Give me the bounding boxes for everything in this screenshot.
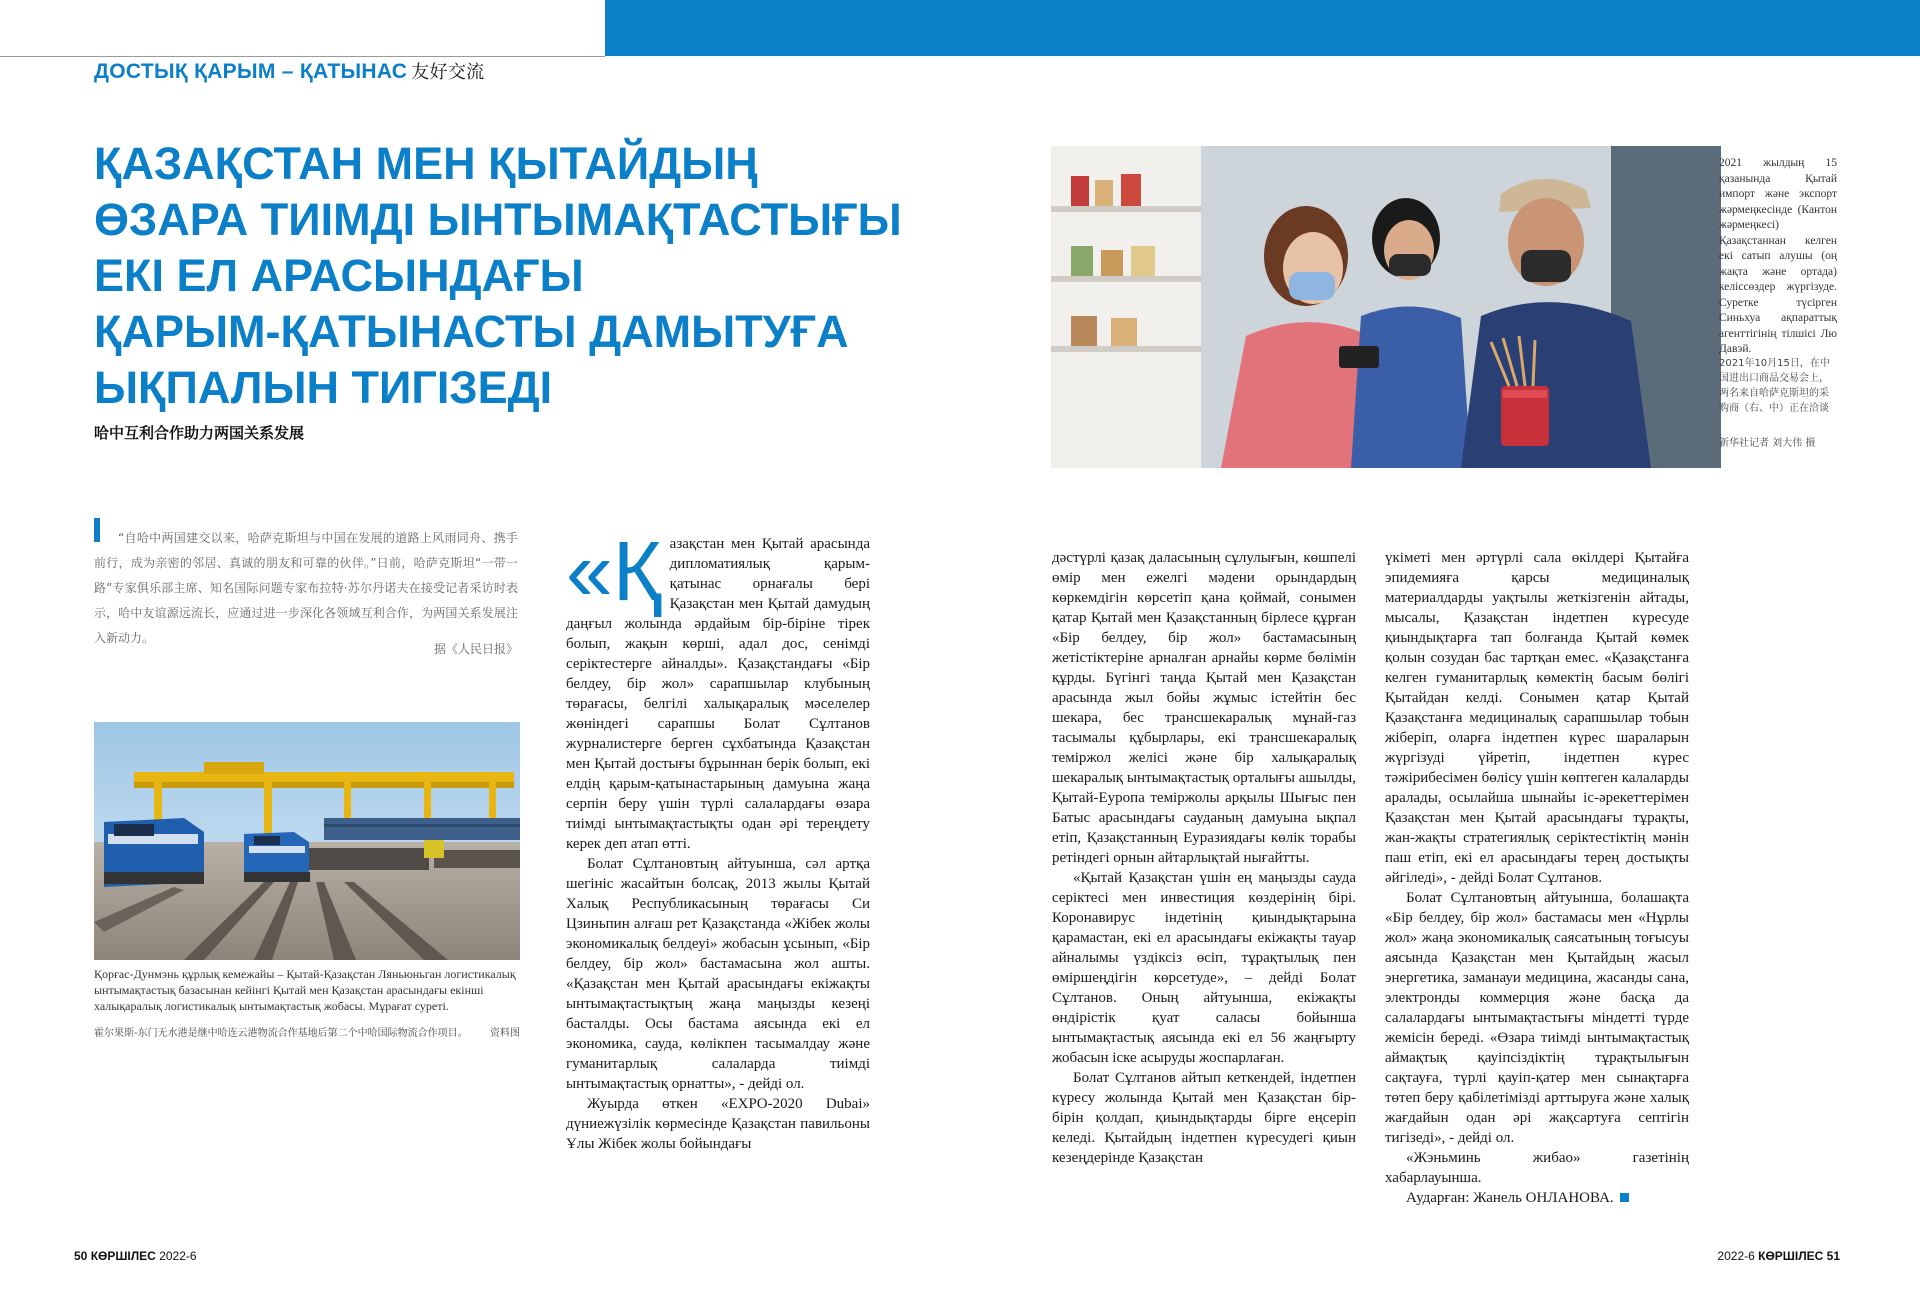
translator-credit: Аударған: Жанель ОНЛАНОВА. (1406, 1190, 1614, 1206)
body-paragraph: Болат Сұлтанов айтып кеткендей, індетпен күресу жолында Қытай мен Қазақстан бір-бірін қолдап, қиындықтарды бірге еңсеріп келеді. Қытайдың індетпен күресудегі қиын кезеңдерінде Қазақстан (1052, 1070, 1356, 1166)
railway-photo (94, 722, 520, 960)
issue-right: 2022-6 (1717, 1249, 1755, 1263)
header-color-bar (605, 0, 1920, 56)
headline-line: ЕКІ ЕЛ АРАСЫНДАҒЫ (94, 250, 584, 301)
trade-fair-caption: 2021 жылдың 15 қазанында Қытай импорт және экспорт жәрмеңкесінде (Кантон жәрмеңкесі) Қазақстаннан келген екі сатып алушы (оң жақта және ортада) келіссөздер жүргізуде. Суретке түсірген Синьхуа ақпараттық агенттігінің тілшісі Лю Давэй. (1719, 157, 1837, 355)
folio-right (1717, 1249, 1840, 1263)
body-paragraph: Болат Сұлтановтың айтуынша, болашақта «Бір белдеу, бір жол» бастамасы мен «Нұрлы жол» жаңа экономикалық саясатының тоғысуы аясында Қазақстан мен Қытайдың жасыл энергетика, заманауи медицина, жасанды сана, электронды коммерция және басқа да салалардағы ынтымақтастығы міндетті түрде жемісін береді. «Өзара тиімді ынтымақтастық аймақтық қауіпсіздіктің тұрақтылығын сақтауға, түрлі қауіп-қатер мен сынақтарға төтеп беру қабілетімізді арттыруға және халық жағдайын одан әрі жақсартуға септігін тигізеді», - дейді ол. (1385, 890, 1689, 1146)
railway-photo-caption-cn (94, 1026, 520, 1041)
trade-fair-caption-cn: 2021年10月15日，在中国进出口商品交易会上，两名来自哈萨克斯坦的采购商（右、中）正在洽谈 (1719, 358, 1830, 414)
trade-fair-photo-credit: 新华社记者 刘大伟 摄 (1719, 438, 1816, 449)
trade-fair-photo-illustration (1051, 146, 1721, 468)
railway-caption-cn-text: 霍尔果斯-东门无水港是继中哈连云港物流合作基地后第二个中哈国际物流合作项目。 (94, 1028, 468, 1039)
header-rule (0, 56, 605, 57)
body-column-1 (566, 524, 870, 1214)
body-paragraph: Болат Сұлтановтың айтуынша, сәл артқа шегініс жасайтын болсақ, 2013 жылы Қытай Халық Республикасының төрағасы Си Цзиньпин алғаш рет Қазақстанда «Жібек жолы экономикалық белдеуі» жобасын ұсынып, «Бір белдеу, бір жол» бастамасына жол ашты. «Қазақстан мен Қытай арасындағы екіжақты ынтымақтастықтың жаңа маңызды кезеңі басталды. Осы бастама аясында екі ел экономика, сауда, көлікпен тасымалдау және гуманитарлық салаларда тиімді ынтымақтастық орнатты», - дейді ол. (566, 856, 870, 1092)
magazine-title-left: КӨРШІЛЕС (90, 1249, 156, 1263)
headline (94, 136, 902, 416)
subtitle-cn: 哈中互利合作助力两国关系发展 (94, 424, 305, 442)
body-paragraph: дәстүрлі қазақ даласының сұлулығын, көшпелі өмір мен ежелгі мәдени орындардың көркемдігін көрсетіп қана қоймай, сонымен қатар Қытай мен Қазақстанның бірлесе құрған «Бір белдеу, бір жол» бастамасының жетістіктеріне арналған арнайы көрме бөлімін құрды. Бүгінгі таңда Қытай мен Қазақстан арасында жыл бойы жұмыс істейтін бес шекара, бес трансшекаралық мұнай-газ тасымалы құбырлары, екі трансшекаралық теміржол желісі және бір халықаралық шекаралық ынтымақтастық орталығы ашылды, Қытай-Еуропа теміржолы арқылы Шығыс пен Батыс арасындағы сауданың дамуына ықпал етіп, Қазақстанның Еуразиядағы көлік торабы ретіндегі орнын айтарлықтай нығайтты. (1052, 550, 1356, 866)
page-number-left: 50 (74, 1249, 88, 1263)
folio-left (74, 1249, 197, 1263)
body-column-3 (1385, 548, 1689, 1218)
body-paragraph: азақстан мен Қытай арасында дипломатиялық қарым-қатынас орнағалы бері Қазақстан мен Қытай дамудың даңғыл жолында әрдайым бір-біріне тірек болып, жақын көрші, адал дос, сенімді серіктестерге айналды». Қазақстандағы «Бір белдеу, бір жол» сарапшылар клубының төрағасы, белгілі халықаралық мәселелер жөніндегі сарапшы Болат Сұлтанов журналистерге берген сұхбатында Қазақстан мен Қытай достығы бұрыннан берік болып, екі елдің қарым-қатынастарының дамуына жаңа серпін беру үшін түрлі салалардағы өзара тиімді ынтымақтастықты одан әрі тереңдету керек деп атап өтті. (566, 536, 870, 852)
body-paragraph: «Жэньминь жибао» газетінің хабарлауынша. (1385, 1150, 1689, 1186)
page-number-right: 51 (1826, 1249, 1840, 1263)
headline-line: ӨЗАРА ТИІМДІ ЫНТЫМАҚТАСТЫҒЫ (94, 194, 902, 245)
trade-fair-photo (1051, 146, 1721, 468)
translator-line (1385, 1188, 1689, 1208)
railway-photo-illustration (94, 722, 520, 960)
body-paragraph: үкіметі мен әртүрлі сала өкілдері Қытайға эпидемияға қарсы медициналық материалдарды уақтылы жеткізгенін айтады, мысалы, Қазақстан індетпен күресуде қиындықтарға тап болғанда Қытай көмек қолын созудан бас тартқан емес. «Қазақстанға келген гуманитарлық көмектің басым бөлігі Қытайдан келді. Сонымен қатар Қытай Қазақстанға медициналық сарапшылар тобын жіберіп, оларға індетпен күрес шараларын жүргізуді үйретіп, індетпен күрес тәжірибесімен бөлісу үшін көптеген калаларды аралады, осылайша шынайы іс-әрекеттерімен Қазақстан мен Қытай арасындағы тұрақты, жан-жақты стратегиялық серіктестіктің мәнін паш етіп, екі ел арасындағы терең достықты әйгіледі», - дейді Болат Сұлтанов. (1385, 550, 1689, 886)
section-label-kz: ДОСТЫҚ ҚАРЫМ – ҚАТЫНАС (94, 60, 408, 83)
end-mark-icon (1620, 1193, 1629, 1202)
section-label-cn: 友好交流 (411, 62, 485, 82)
body-paragraph: Жуырда өткен «EXPO-2020 Dubai» дүниежүзілік көрмесінде Қазақстан павильоны Ұлы Жібек жолы бойындағы (566, 1096, 870, 1152)
issue-left: 2022-6 (159, 1249, 197, 1263)
body-paragraph: «Қытай Қазақстан үшін ең маңызды сауда серіктесі мен инвестиция көздерінің бірі. Коронавирус індетінің қиындықтарына қарамастан, екі ел арасындағы екіжақты тауар айналымы үздіксіз өсіп, тұрақтылық пен өміршеңдігін көрсетуде», – дейді Болат Сұлтанов. Оның айтуынша, екіжақты өндірістік қуат саласы бойынша ынтымақтастық аясында екі ел 56 жаңғырту жобасын іске асыруды жоспарлаған. (1052, 870, 1356, 1066)
intro-source: 据《人民日报》 (433, 642, 518, 656)
headline-line: ҚАРЫМ-ҚАТЫНАСТЫ ДАМЫТУҒА (94, 306, 849, 357)
headline-line: ЫҚПАЛЫН ТИГІЗЕДІ (94, 362, 553, 413)
railway-photo-caption: Қорғас-Дунмэнь құрлық кемежайы – Қытай-Қазақстан Ляньюньган логистикалық ынтымақтастық базасынан кейінгі Қытай мен Қазақстан арасындағы екінші халықаралық логистикалық ынтымақтастық жобасы. Мұрағат суреті. (94, 967, 516, 1013)
body-column-2 (1052, 548, 1356, 1218)
magazine-title-right: КӨРШІЛЕС (1758, 1249, 1824, 1263)
headline-line: ҚАЗАҚСТАН МЕН ҚЫТАЙДЫҢ (94, 138, 758, 189)
section-label (94, 58, 484, 84)
drop-cap: «Қ (566, 524, 662, 618)
railway-photo-credit: 资料图 (490, 1028, 520, 1039)
intro-cn: “自哈中两国建交以来，哈萨克斯坦与中国在发展的道路上风雨同舟、携手前行，成为亲密的邻居、真诚的朋友和可靠的伙伴。”日前，哈萨克斯坦“一带一路”专家俱乐部主席、知名国际问题专家布拉特·苏尔丹诺夫在接受记者采访时表示，哈中友谊源远流长，应通过进一步深化各领域互利合作，为两国关系发展注入新动力。 (94, 531, 518, 645)
